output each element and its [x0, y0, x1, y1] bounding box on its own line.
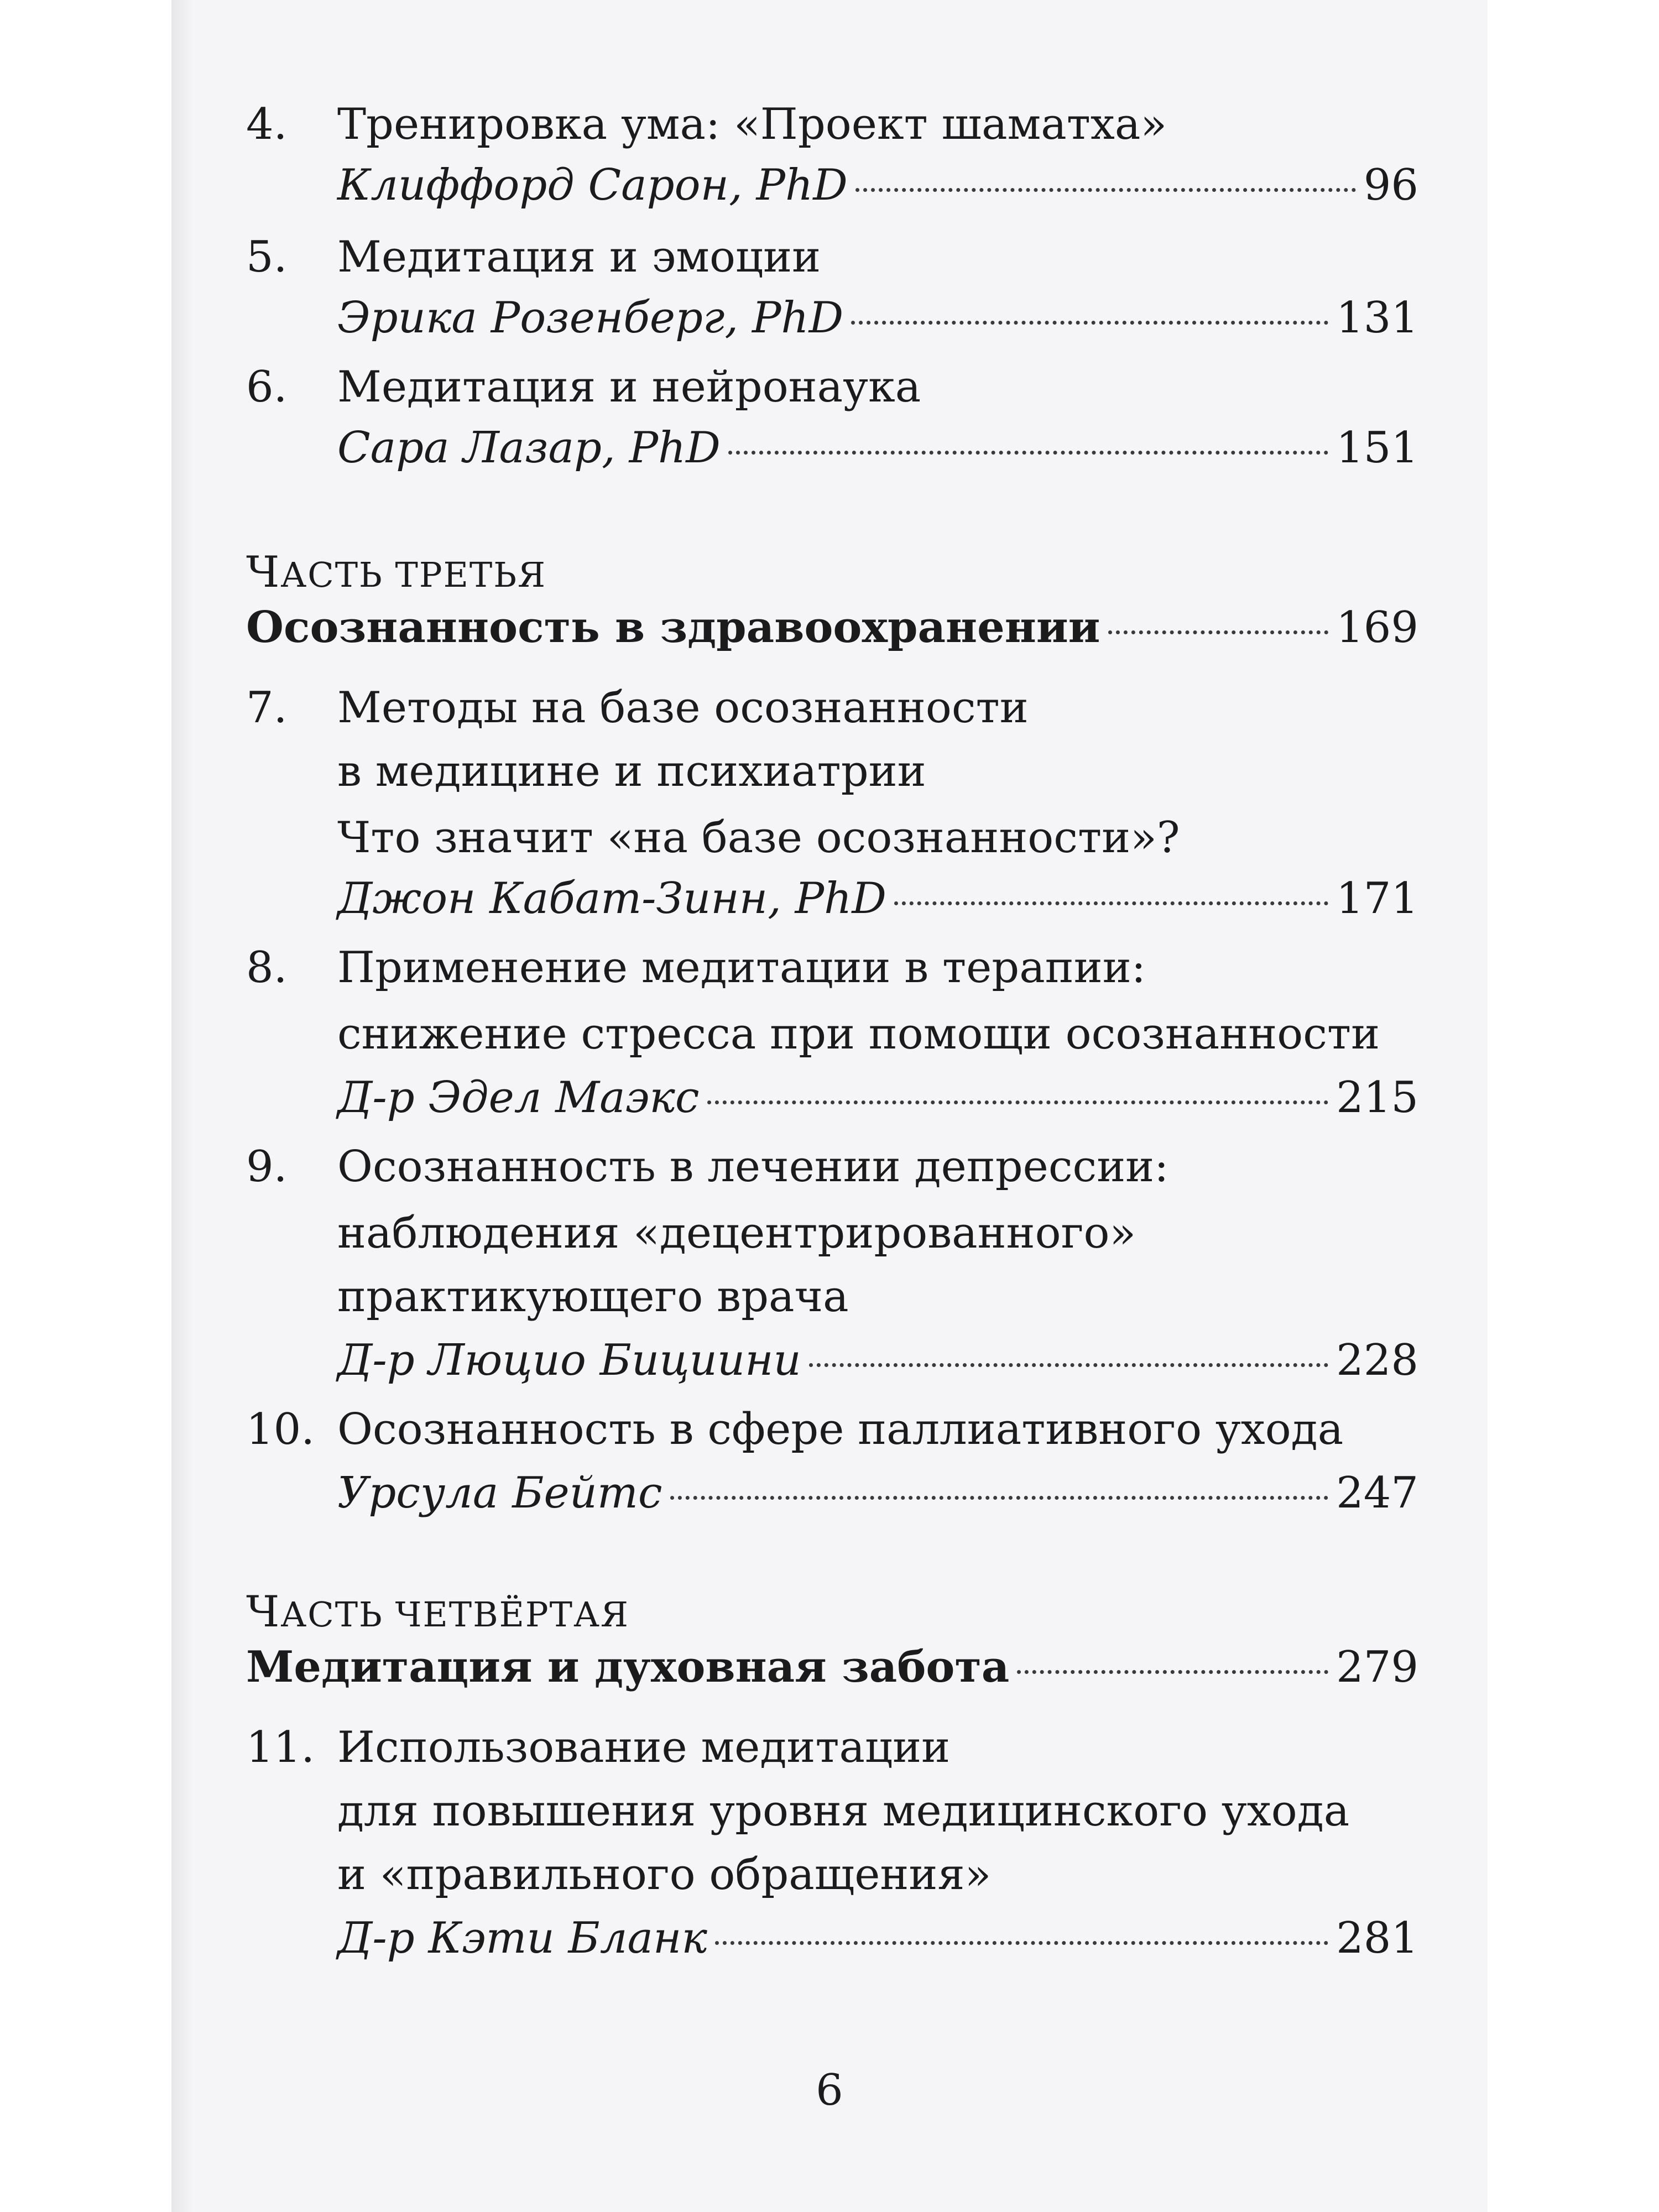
- entry-6-author: Сара Лазар, PhD: [337, 423, 721, 473]
- part-3-heading: [246, 545, 546, 603]
- entry-11-title-line-3: и «правильного обращения»: [337, 1850, 992, 1900]
- part-4-section-page: 279: [1336, 1642, 1418, 1692]
- entry-11-author-row[interactable]: [337, 1911, 1418, 1966]
- entry-8-title-line-1: Применение медитации в терапии:: [337, 943, 1146, 993]
- part-3-rest: АСТЬ ТРЕТЬЯ: [280, 555, 547, 595]
- part-3-section-title: Осознанность в здравоохранении: [246, 602, 1100, 653]
- book-page: [171, 0, 1488, 2212]
- dot-leader: [855, 188, 1356, 192]
- part-4-cap: Ч: [246, 1587, 281, 1637]
- entry-9-title-line-1: Осознанность в лечении депрессии:: [337, 1142, 1169, 1192]
- dot-leader: [809, 1363, 1328, 1367]
- dot-leader: [1108, 630, 1329, 634]
- entry-11-author: Д-р Кэти Бланк: [337, 1913, 707, 1963]
- entry-7-title-line-3: Что значит «на базе осознанности»?: [337, 813, 1180, 863]
- entry-7-title-line-2: в медицине и психиатрии: [337, 747, 926, 796]
- entry-5-author-row[interactable]: [337, 290, 1418, 346]
- entry-8-title-line-2: снижение стресса при помощи осознанности: [337, 1009, 1380, 1059]
- entry-10-number: 10.: [246, 1405, 315, 1454]
- entry-6-number: 6.: [246, 362, 288, 412]
- entry-8-page: 215: [1336, 1073, 1418, 1123]
- part-4-section-row[interactable]: [246, 1640, 1418, 1695]
- entry-9-page: 228: [1336, 1335, 1418, 1385]
- dot-leader: [894, 901, 1328, 905]
- entry-4-author-row[interactable]: [337, 158, 1418, 213]
- dot-leader: [670, 1496, 1329, 1500]
- entry-10-author: Урсула Бейтс: [337, 1468, 662, 1518]
- entry-7-page: 171: [1336, 874, 1418, 924]
- entry-9-title-line-2: наблюдения «децентрированного»: [337, 1208, 1136, 1258]
- entry-11-title-line-1: Использование медитации: [337, 1723, 951, 1772]
- entry-7-number: 7.: [246, 683, 288, 733]
- part-3-section-row[interactable]: [246, 600, 1418, 655]
- entry-7-author: Джон Кабат-Зинн, PhD: [337, 874, 886, 924]
- part-4-section-title: Медитация и духовная забота: [246, 1642, 1010, 1692]
- entry-11-page: 281: [1336, 1913, 1418, 1963]
- entry-8-author: Д-р Эдел Маэкс: [337, 1073, 700, 1123]
- entry-9-title-line-3: практикующего врача: [337, 1272, 849, 1322]
- page-edge-shadow: [171, 0, 194, 2212]
- part-4-heading: [246, 1584, 629, 1642]
- entry-6-page: 151: [1336, 423, 1418, 473]
- entry-5-number: 5.: [246, 232, 288, 282]
- entry-5-author: Эрика Розенберг, PhD: [337, 293, 844, 343]
- dot-leader: [728, 451, 1328, 455]
- part-4-rest: АСТЬ ЧЕТВЁРТАЯ: [280, 1594, 629, 1635]
- entry-9-author: Д-р Люцио Бициини: [337, 1335, 801, 1385]
- entry-5-page: 131: [1336, 293, 1418, 343]
- entry-10-author-row[interactable]: [337, 1465, 1418, 1521]
- entry-6-author-row[interactable]: [337, 420, 1418, 476]
- entry-9-number: 9.: [246, 1142, 288, 1192]
- entry-11-title-line-2: для повышения уровня медицинского ухода: [337, 1786, 1350, 1836]
- entry-6-title: Медитация и нейронаука: [337, 362, 921, 412]
- dot-leader: [851, 321, 1328, 325]
- entry-9-author-row[interactable]: [337, 1333, 1418, 1388]
- entry-4-page: 96: [1363, 160, 1418, 210]
- entry-7-title-line-1: Методы на базе осознанности: [337, 683, 1029, 733]
- entry-11-number: 11.: [246, 1723, 315, 1772]
- entry-4-number: 4.: [246, 100, 288, 149]
- page-number: 6: [816, 2065, 843, 2115]
- entry-4-author: Клиффорд Сарон, PhD: [337, 160, 848, 210]
- entry-8-number: 8.: [246, 943, 288, 993]
- part-3-cap: Ч: [246, 547, 281, 597]
- dot-leader: [715, 1941, 1328, 1945]
- entry-7-author-row[interactable]: [337, 871, 1418, 926]
- dot-leader: [1017, 1670, 1328, 1674]
- entry-8-author-row[interactable]: [337, 1070, 1418, 1125]
- dot-leader: [707, 1100, 1329, 1104]
- entry-10-page: 247: [1336, 1468, 1418, 1518]
- entry-10-title: Осознанность в сфере паллиативного ухода: [337, 1405, 1344, 1454]
- entry-5-title: Медитация и эмоции: [337, 232, 821, 282]
- part-3-section-page: 169: [1336, 603, 1418, 653]
- entry-4-title: Тренировка ума: «Проект шаматха»: [337, 100, 1167, 149]
